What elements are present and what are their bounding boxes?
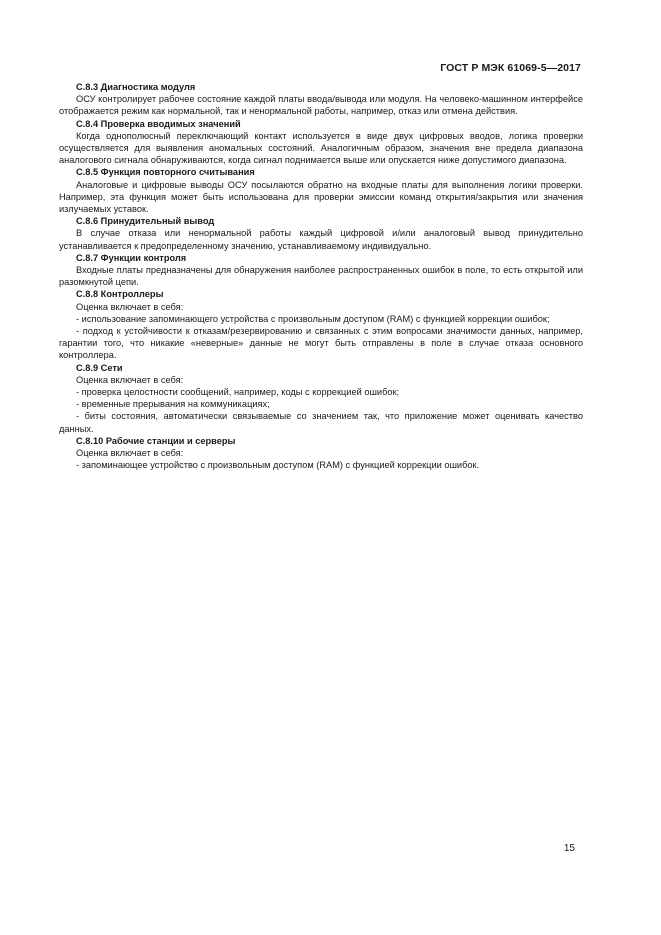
section-heading: С.8.9 Сети	[76, 362, 123, 373]
section-heading: С.8.10 Рабочие станции и серверы	[76, 435, 236, 446]
section-paragraph: Когда однополюсный переключающий контакт используется в виде двух цифровых вводов, логика проверки осуществляется для выявления аномальных состояний. Аналогичным образом, значения вне предела диапазона аналогового сигнала обнаруживаются, когда сигнал поднимается выше или опускается ниже допустимого диапазона.	[59, 130, 583, 166]
section-heading: С.8.5 Функция повторного считывания	[76, 167, 255, 178]
page-number: 15	[563, 843, 575, 854]
section-paragraph: Оценка включает в себя:	[76, 301, 184, 312]
section-paragraph: Аналоговые и цифровые выводы ОСУ посылаются обратно на входные платы для выполнения логики проверки. Например, эта функция может быть использована для проверки эмиссии команд открытия/закрытия или значения излучаемых уставок.	[59, 179, 583, 215]
section-paragraph: ОСУ контролирует рабочее состояние каждой платы ввода/вывода или модуля. На человеко-машинном интерфейсе отображается режим как нормальной, так и ненормальной работы, например, отказ или отмена действия.	[59, 94, 583, 117]
section-paragraph: Оценка включает в себя:	[76, 448, 184, 459]
list-item: - запоминающее устройство с произвольным доступом (RAM) с функцией коррекции ошибок.	[76, 460, 480, 471]
document-code-header: ГОСТ Р МЭК 61069-5—2017	[440, 62, 581, 74]
section-paragraph: В случае отказа или ненормальной работы каждый цифровой и/или аналоговый вывод принудительно устанавливается к предопределенному значению, устанавливаемому индивидуально.	[59, 228, 583, 251]
list-item: - временные прерывания на коммуникациях;	[76, 399, 270, 410]
section-paragraph: Оценка включает в себя:	[76, 374, 184, 385]
list-item: - проверка целостности сообщений, например, коды с коррекцией ошибок;	[76, 387, 400, 398]
section-heading: С.8.4 Проверка вводимых значений	[76, 118, 241, 129]
section-heading: С.8.3 Диагностика модуля	[76, 82, 196, 92]
section-heading: С.8.7 Функции контроля	[76, 252, 187, 263]
section-paragraph: Входные платы предназначены для обнаружения наиболее распространенных ошибок в поле, то есть открытой или разомкнутой цепи.	[59, 265, 583, 288]
document-body	[59, 81, 583, 472]
section-heading: С.8.6 Принудительный вывод	[76, 216, 215, 227]
section-heading: С.8.8 Контроллеры	[76, 289, 164, 300]
list-item: - использование запоминающего устройства с произвольным доступом (RAM) с функцией коррекции ошибок;	[76, 313, 550, 324]
list-item: - подход к устойчивости к отказам/резервированию и связанных с этим вопросами значимости данных, например, гарантии того, что никакие «неверные» данные не могут быть отправлены в поле в случае отказа основного контроллера.	[59, 326, 583, 361]
list-item: - биты состояния, автоматически связываемые со значением так, что приложение может оценивать качество данных.	[59, 411, 583, 434]
